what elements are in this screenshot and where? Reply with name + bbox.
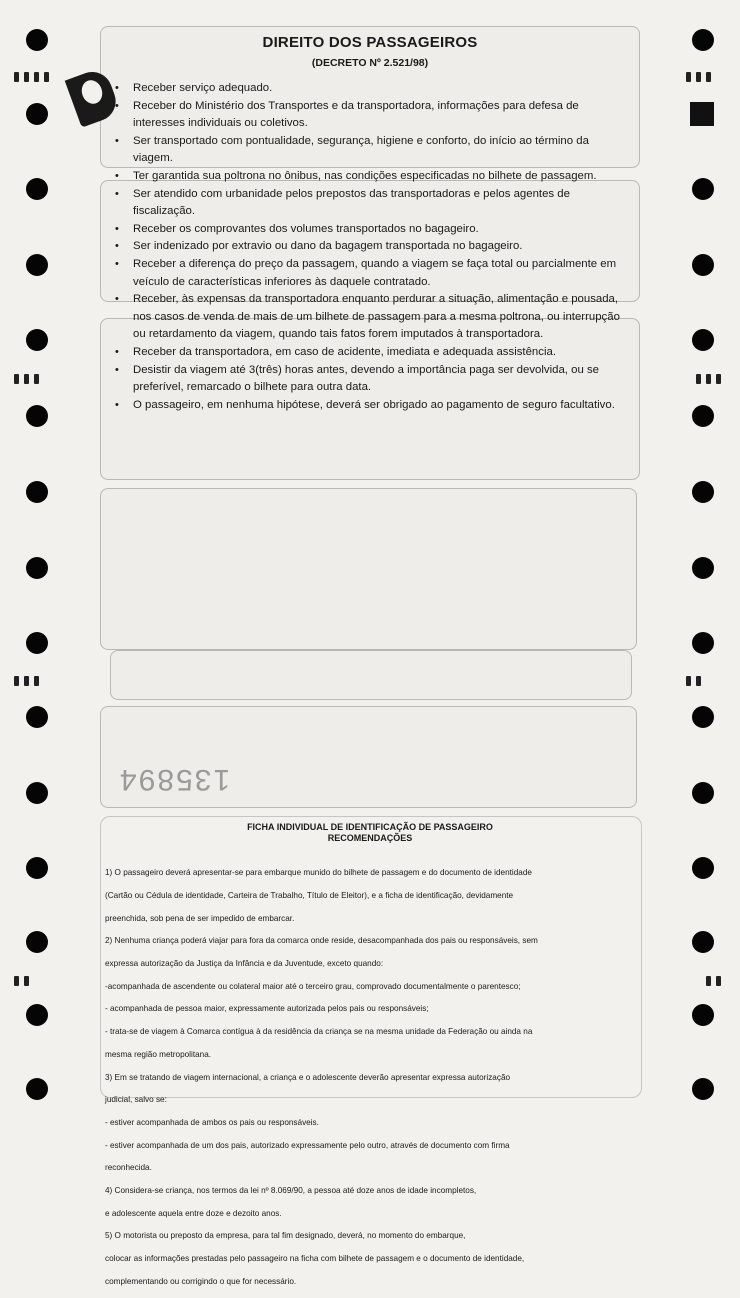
perforation-mark [696, 676, 701, 686]
feed-hole [692, 254, 714, 276]
list-item: • Ser transportado com pontualidade, segurança, higiene e conforto, do início ao término da viagem. [110, 133, 630, 168]
ficha-line: 2) Nenhuma criança poderá viajar para fora da comarca onde reside, desacompanhada dos pais ou responsáveis, sem [105, 936, 538, 946]
list-item: • Receber do Ministério dos Transportes e da transportadora, informações para defesa de interesses individuais ou coletivos. [110, 98, 630, 133]
perforation-mark [696, 72, 701, 82]
perforation-mark [716, 374, 721, 384]
feed-hole [692, 329, 714, 351]
list-item: • Receber, às expensas da transportadora enquanto perdurar a situação, alimentação e pousada, nos casos de venda de mais de um bilhete de passagem para a mesma poltrona, ou interrupção ou retardamento da viagem, quando tais fatos forem imputados à transportadora. [110, 291, 630, 344]
feed-hole [692, 178, 714, 200]
list-item: • Receber da transportadora, em caso de acidente, imediata e adequada assistência. [110, 344, 630, 362]
ficha-line: 5) O motorista ou preposto da empresa, para tal fim designado, deverá, no momento do embarque, [105, 1231, 466, 1241]
perforation-mark [14, 72, 19, 82]
perforation-mark [14, 976, 19, 986]
perforation-mark [686, 676, 691, 686]
ficha-line: - estiver acompanhada de ambos os pais ou responsáveis. [105, 1117, 319, 1127]
ficha-title: FICHA INDIVIDUAL DE IDENTIFICAÇÃO DE PASSAGEIRO [247, 822, 493, 832]
ficha-line: 1) O passageiro deverá apresentar-se para embarque munido do bilhete de passagem e do documento de identidade [105, 868, 532, 878]
ficha-line: preenchida, sob pena de ser impedido de embarcar. [105, 913, 295, 923]
ficha-line: complementando ou corrigindo o que for necessário. [105, 1276, 297, 1286]
feed-hole [26, 632, 48, 654]
ficha-line: colocar as informações prestadas pelo passageiro na ficha com bilhete de passagem e o documento de identidade, [105, 1254, 525, 1264]
feed-hole [26, 782, 48, 804]
ficha-line: - acompanhada de pessoa maior, expressamente autorizada pelos pais ou responsáveis; [105, 1004, 429, 1014]
feed-hole [692, 706, 714, 728]
showthrough-box [110, 650, 632, 700]
feed-hole [692, 557, 714, 579]
feed-hole [26, 857, 48, 879]
list-item: • Desistir da viagem até 3(três) horas antes, devendo a importância paga ser devolvida, ou se preferível, remarcado o bilhete para outra data. [110, 362, 630, 397]
ficha-line: -acompanhada de ascendente ou colateral maior até o terceiro grau, comprovado documentalmente o parentesco; [105, 981, 521, 991]
decree-subtitle: (DECRETO Nº 2.521/98) [311, 57, 429, 69]
page-title: DIREITO DOS PASSAGEIROS [262, 34, 478, 51]
ficha-line: 4) Considera-se criança, nos termos da lei nº 8.069/90, a pessoa até doze anos de idade incompletos, [105, 1185, 477, 1195]
feed-hole [26, 1078, 48, 1100]
perforation-mark [44, 72, 49, 82]
feed-hole [692, 632, 714, 654]
ficha-line: expressa autorização da Justiça da Infância e da Juventude, exceto quando: [105, 959, 384, 969]
perforation-mark [706, 374, 711, 384]
perforation-mark [14, 374, 19, 384]
feed-hole [26, 329, 48, 351]
feed-hole [26, 178, 48, 200]
feed-hole [692, 1078, 714, 1100]
list-item: • Ter garantida sua poltrona no ônibus, nas condições especificadas no bilhete de passagem. [110, 168, 630, 186]
feed-hole [692, 857, 714, 879]
ficha-line: mesma região metropolitana. [105, 1049, 212, 1059]
feed-hole [692, 782, 714, 804]
corner-tab-marker [690, 102, 714, 126]
feed-hole [692, 931, 714, 953]
feed-hole [26, 405, 48, 427]
rights-list [110, 80, 630, 414]
feed-hole [26, 103, 48, 125]
feed-hole [26, 1004, 48, 1026]
ficha-line: 3) Em se tratando de viagem internacional, a criança e o adolescente deverão apresentar expressa autorização [105, 1072, 511, 1082]
feed-hole [26, 931, 48, 953]
feed-hole [26, 706, 48, 728]
ficha-subtitle: RECOMENDAÇÕES [327, 833, 413, 843]
perforation-mark [716, 976, 721, 986]
perforation-mark [24, 72, 29, 82]
perforation-mark [24, 676, 29, 686]
ficha-line: - trata-se de viagem à Comarca contígua à da residência da criança se na mesma unidade da Federação ou ainda na [105, 1027, 533, 1037]
list-item: • Receber a diferença do preço da passagem, quando a viagem se faça total ou parcialmente em veículo de características inferiores às daquele contratado. [110, 256, 630, 291]
list-item: • Ser indenizado por extravio ou dano da bagagem transportada no bagageiro. [110, 238, 630, 256]
perforation-mark [14, 676, 19, 686]
feed-hole [26, 557, 48, 579]
perforation-mark [24, 374, 29, 384]
feed-hole [692, 481, 714, 503]
list-item: • Ser atendido com urbanidade pelos prepostos das transportadoras e pelos agentes de fiscalização. [110, 186, 630, 221]
ficha-line: reconhecida. [105, 1163, 152, 1173]
ficha-line: - estiver acompanhada de um dos pais, autorizado expressamente pelo outro, através de documento com firma [105, 1140, 510, 1150]
perforation-mark [686, 72, 691, 82]
perforation-mark [34, 72, 39, 82]
list-item: • Receber serviço adequado. [110, 80, 630, 98]
ficha-line: e adolescente aquela entre doze e dezoito anos. [105, 1208, 282, 1218]
perforation-mark [34, 676, 39, 686]
feed-hole [26, 481, 48, 503]
feed-hole [692, 405, 714, 427]
ficha-line: (Cartão ou Cédula de identidade, Carteira de Trabalho, Título de Eleitor), e a ficha de identificação, devidamente [105, 891, 514, 901]
perforation-mark [34, 374, 39, 384]
perforation-mark [706, 72, 711, 82]
feed-hole [26, 254, 48, 276]
perforation-mark [706, 976, 711, 986]
list-item: • Receber os comprovantes dos volumes transportados no bagageiro. [110, 221, 630, 239]
feed-hole [692, 1004, 714, 1026]
ficha-recommendations [105, 856, 655, 1298]
perforation-mark [24, 976, 29, 986]
perforation-mark [696, 374, 701, 384]
ficha-heading [0, 822, 740, 844]
reverse-ticket-number: 135894 [118, 763, 231, 796]
showthrough-box [100, 488, 637, 650]
ficha-line: judicial, salvo se: [105, 1095, 167, 1105]
list-item: • O passageiro, em nenhuma hipótese, deverá ser obrigado ao pagamento de seguro facultativo. [110, 397, 630, 415]
